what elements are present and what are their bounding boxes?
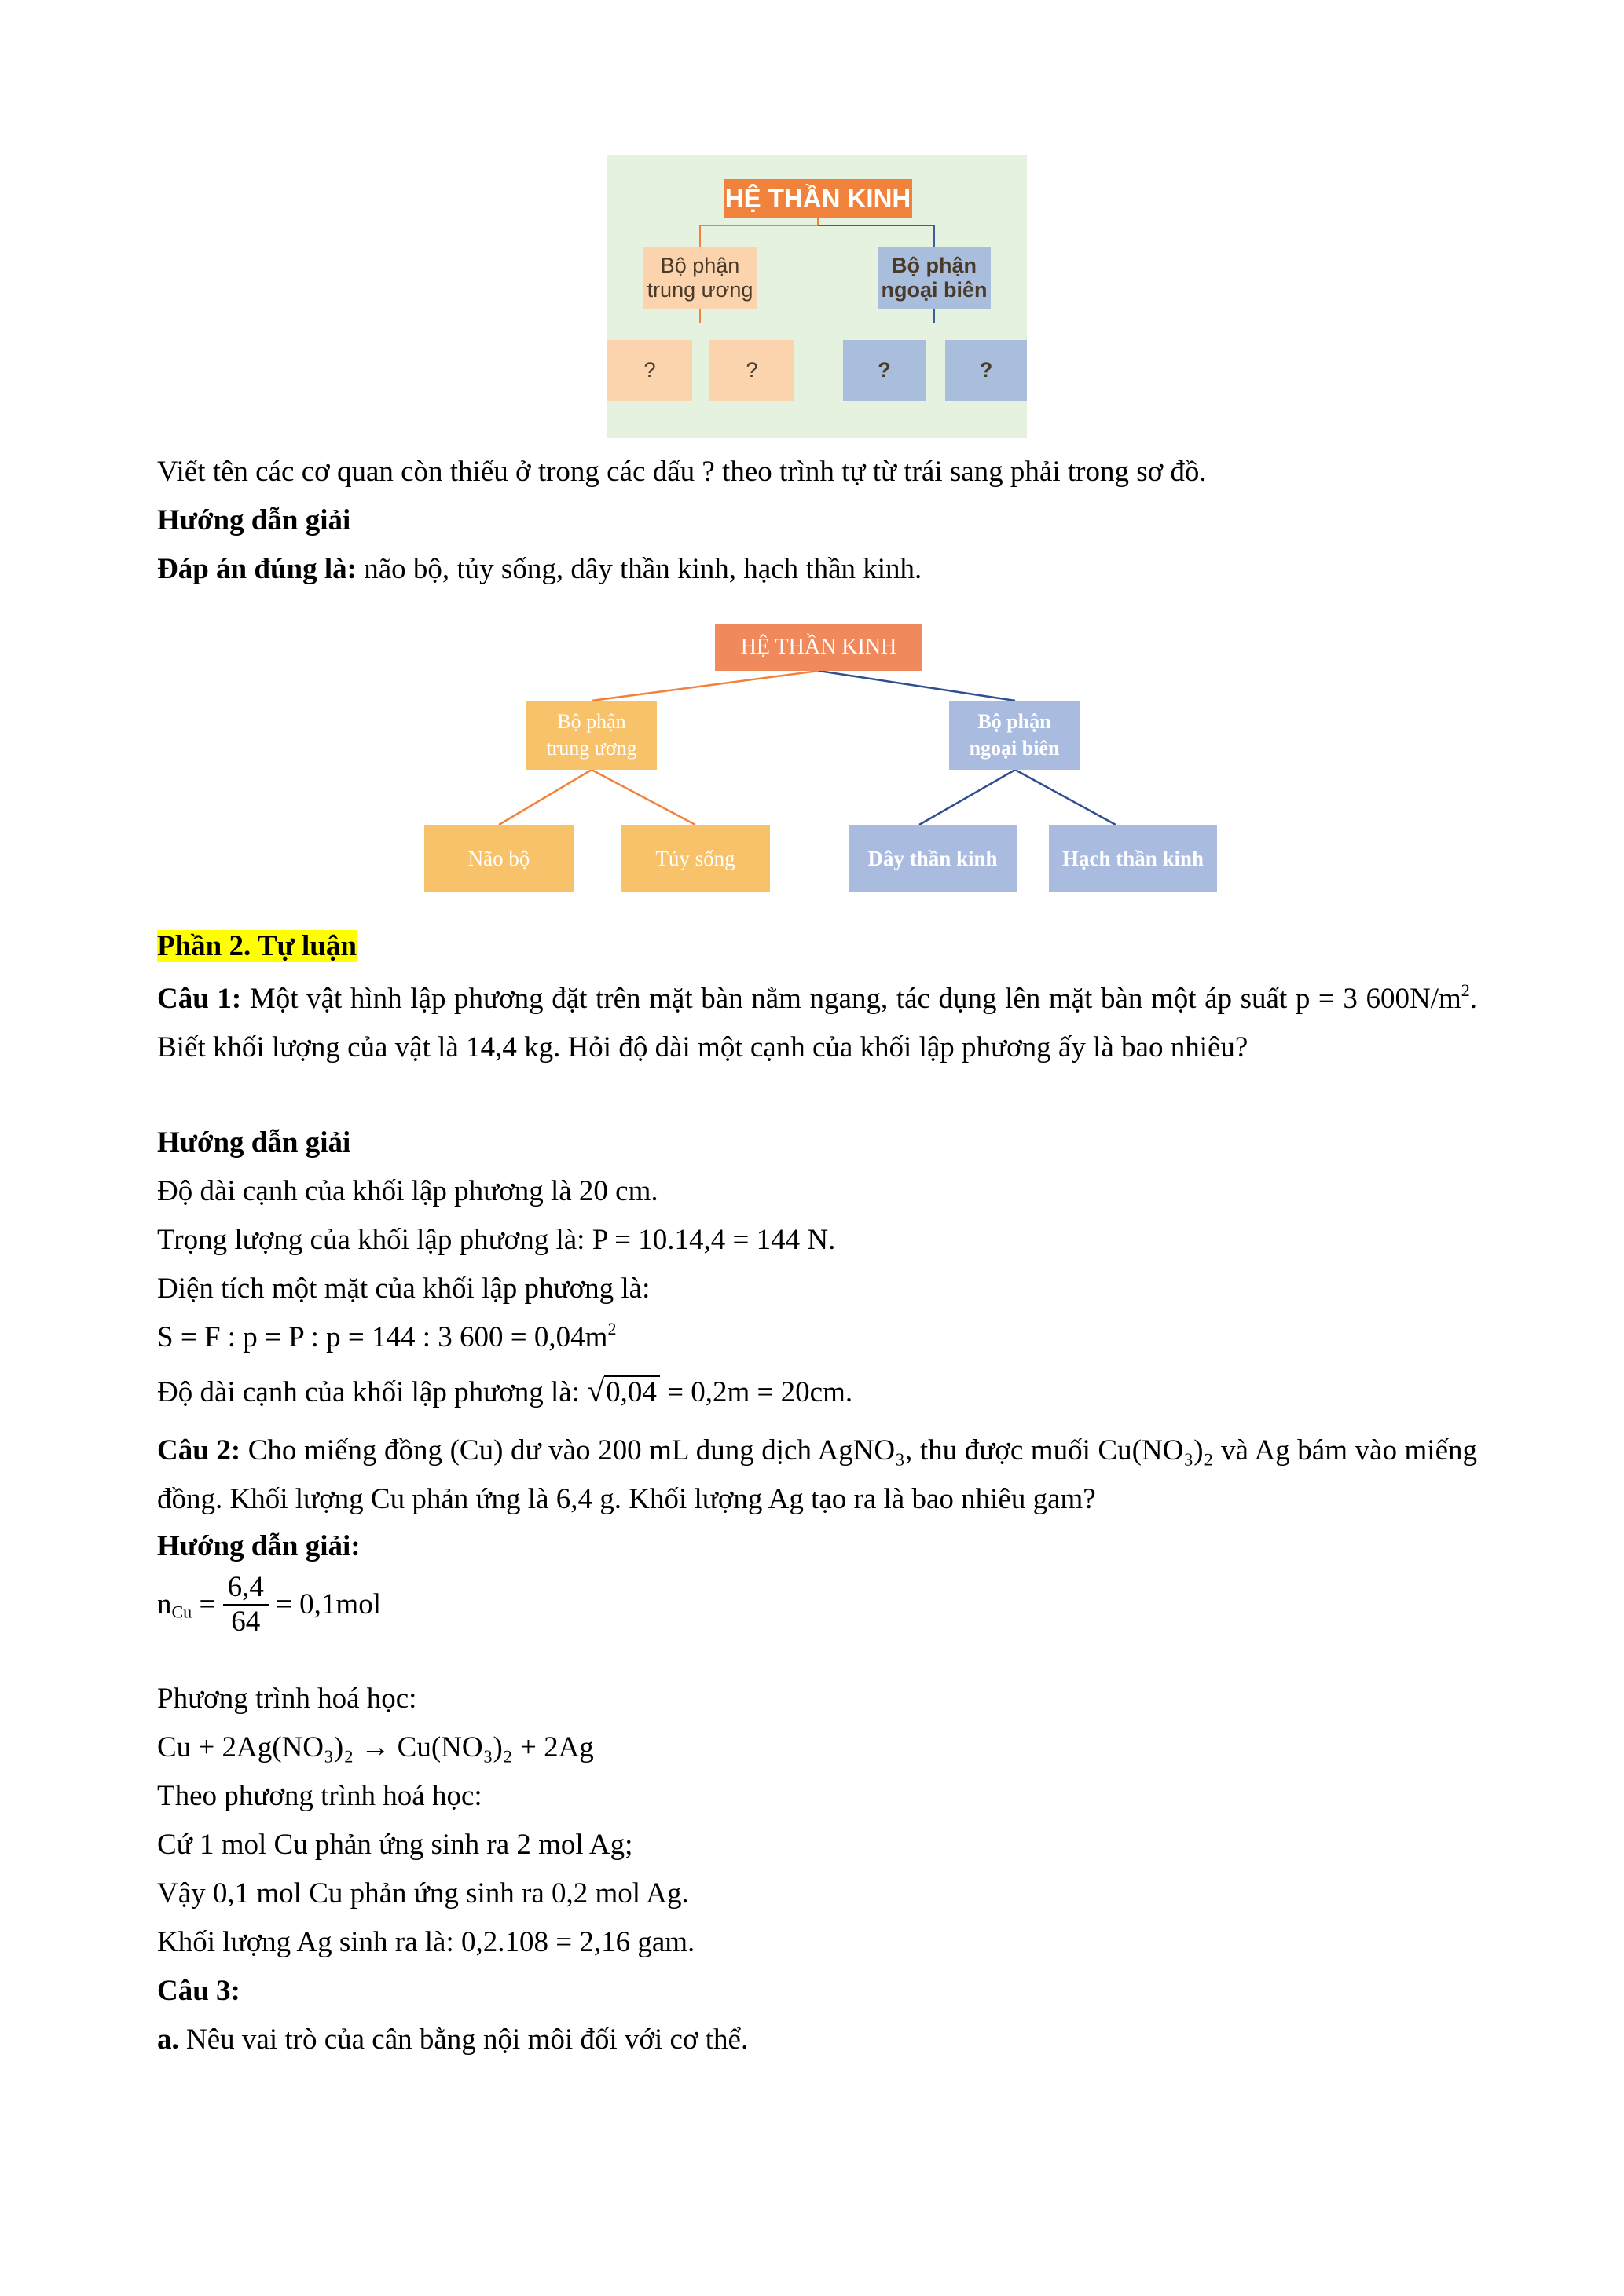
diagram2-central-part: Bộ phận trung ương xyxy=(526,701,657,770)
question-3-label: Câu 3: xyxy=(157,1975,240,2007)
diagram1-leaf-1: ? xyxy=(607,340,692,401)
nervous-system-answer-diagram xyxy=(424,621,1210,903)
q1-guide-heading: Hướng dẫn giải xyxy=(157,1126,351,1159)
q2-mole-formula: $n_{Cu}$ = $\frac{6,4}{64}$ = 0,1mol xyxy=(157,1571,381,1638)
q2-line: Vậy 0,1 mol Cu phản ứng sinh ra 0,2 mol Ag. xyxy=(157,1877,689,1910)
diagram1-root: HỆ THẦN KINH xyxy=(724,179,912,218)
question-1: Câu 1: Một vật hình lập phương đặt trên mặt bàn nằm ngang, tác dụng lên mặt bàn một áp suất p = 3 $600N/m^2$. Biết khối lượng của vật là 14,4 kg. Hỏi độ dài một cạnh của khối lập phương ấy là bao nhiêu? xyxy=(157,980,1477,1064)
q1-edge-line: Độ dài cạnh của khối lập phương là: √0,04 = 0,2m = 20cm. xyxy=(157,1373,853,1408)
q2-equation: Cu + 2Ag(NO₃)₂ → Cu(NO₃)₂ + 2Ag xyxy=(157,1731,594,1763)
sqrt-value: 0,04 xyxy=(604,1375,660,1408)
question-3a: a. Nêu vai trò của cân bằng nội môi đối với cơ thể. xyxy=(157,2023,749,2056)
diagram2-leaf-brain: Não bộ xyxy=(424,825,574,892)
answer-text: não bộ, tủy sống, dây thần kinh, hạch thần kinh. xyxy=(356,553,922,585)
diagram2-leaf-ganglia: Hạch thần kinh xyxy=(1049,825,1217,892)
answer-label: Đáp án đúng là: xyxy=(157,553,357,585)
diagram1-leaf-4: ? xyxy=(945,340,1027,401)
question-2: Câu 2: Cho miếng đồng (Cu) dư vào 200 mL dung dịch AgNO₃, thu được muối Cu(NO₃)₂ và Ag bám vào miếng đồng. Khối lượng Cu phản ứng là 6,4 g. Khối lượng Ag tạo ra là bao nhiêu gam? xyxy=(157,1434,1477,1515)
fraction: $\frac{6,4}{64}$ xyxy=(223,1571,269,1639)
answer-line xyxy=(157,551,922,588)
diagram1-leaf-2: ? xyxy=(709,340,794,401)
q2-line: Theo phương trình hoá học: xyxy=(157,1780,482,1812)
diagram2-root: HỆ THẦN KINH xyxy=(715,624,922,671)
diagram2-leaf-spinal-cord: Tủy sống xyxy=(621,825,770,892)
q1-line: Trọng lượng của khối lập phương là: P = 10.14,4 = 144 N. xyxy=(157,1224,836,1256)
diagram1-peripheral-part: Bộ phận ngoại biên xyxy=(878,247,991,309)
q2-guide-heading: Hướng dẫn giải: xyxy=(157,1530,361,1562)
diagram1-central-part: Bộ phận trung ương xyxy=(643,247,757,309)
diagram2-peripheral-part: Bộ phận ngoại biên xyxy=(949,701,1080,770)
diagram1-leaf-3: ? xyxy=(843,340,926,401)
q1-area-line: S = F : p = P : p = 144 : 3 $600 = 0,04m^2$ xyxy=(157,1319,617,1353)
q1-line: Độ dài cạnh của khối lập phương là 20 cm. xyxy=(157,1175,658,1207)
guide-heading: Hướng dẫn giải xyxy=(157,504,351,536)
q2-line: Phương trình hoá học: xyxy=(157,1683,417,1715)
q2-line: Cứ 1 mol Cu phản ứng sinh ra 2 mol Ag; xyxy=(157,1829,633,1861)
q1-line: Diện tích một mặt của khối lập phương là: xyxy=(157,1273,651,1305)
nervous-system-question-diagram xyxy=(607,155,1027,438)
diagram2-leaf-nerves: Dây thần kinh xyxy=(849,825,1017,892)
question-text: Viết tên các cơ quan còn thiếu ở trong các dấu ? theo trình tự từ trái sang phải trong sơ đồ. xyxy=(157,456,1207,488)
q2-line: Khối lượng Ag sinh ra là: 0,2.108 = 2,16 gam. xyxy=(157,1926,695,1958)
section-title: Phần 2. Tự luận xyxy=(157,930,357,962)
